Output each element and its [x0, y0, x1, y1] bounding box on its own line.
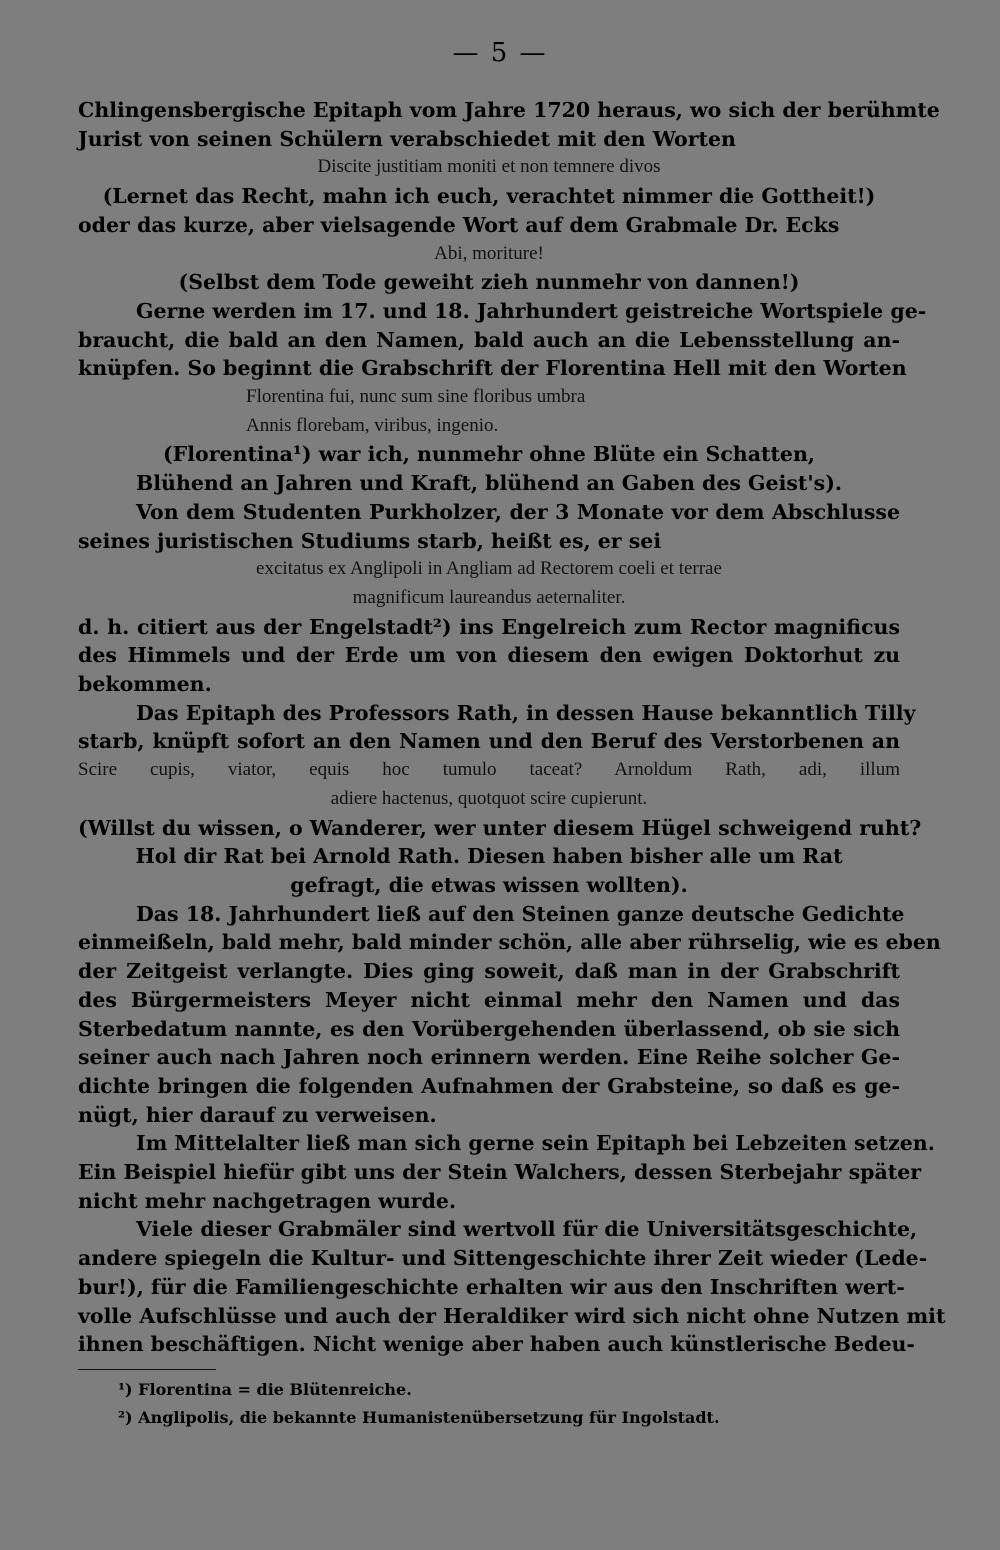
latin-quote: adiere hactenus, quotquot scire cupierunt.	[330, 787, 648, 809]
latin-quote: magnificum laureandus aeternaliter.	[352, 586, 626, 608]
paragraph	[78, 699, 916, 756]
latin-quote: Florentina fui, nunc sum sine floribus umbra	[246, 386, 586, 408]
latin-quote: excitatus ex Anglipoli in Angliam ad Rectorem coeli et terrae	[256, 558, 722, 580]
text-line: Das Epitaph des Professors Rath, in dessen Hause bekanntlich Tilly	[136, 700, 916, 725]
text-line: Gerne werden im 17. und 18. Jahrhundert geistreiche Wortspiele ge-	[136, 298, 927, 323]
text-line: knüpfen. So beginnt die Grabschrift der Florentina Hell mit den Worten	[78, 356, 907, 381]
paragraph	[78, 297, 927, 383]
page-number: — 5 —	[452, 38, 548, 68]
translation-line: (Selbst dem Tode geweiht zieh nunmehr von dannen!)	[178, 270, 800, 295]
text-line: ihnen beschäftigen. Nicht wenige aber haben auch künstlerische Bedeu-	[78, 1332, 915, 1357]
text-line: des Bürgermeisters Meyer nicht einmal mehr den Namen und das	[78, 987, 900, 1012]
footnotes	[118, 1376, 720, 1432]
paragraph	[78, 96, 940, 153]
latin-quote: Scire cupis, viator, equis hoc tumulo taceat? Arnoldum Rath, adi, illum	[78, 759, 900, 781]
paragraph	[78, 211, 900, 240]
text-line: braucht, die bald an den Namen, bald auch an die Lebensstellung an-	[78, 327, 900, 352]
text-line: Im Mittelalter ließ man sich gerne sein Epitaph bei Lebzeiten setzen.	[136, 1131, 935, 1156]
translation-line: gefragt, die etwas wissen wollten).	[290, 872, 688, 897]
text-line: Chlingensbergische Epitaph vom Jahre 1720 heraus, wo sich der berühmte	[78, 98, 940, 122]
footnote-divider	[78, 1369, 216, 1370]
text-line: Ein Beispiel hiefür gibt uns der Stein Walchers, dessen Sterbejahr später	[78, 1160, 922, 1185]
text-line: der Zeitgeist verlangte. Dies ging soweit, daß man in der Grabschrift	[78, 959, 900, 984]
text-line: nicht mehr nachgetragen wurde.	[78, 1188, 457, 1213]
text-line: starb, knüpft sofort an den Namen und den Beruf des Verstorbenen an	[78, 729, 900, 754]
translation-line: (Florentina¹) war ich, nunmehr ohne Blüte ein Schatten,	[162, 442, 816, 467]
text-line: dichte bringen die folgenden Aufnahmen der Grabsteine, so daß es ge-	[78, 1073, 900, 1098]
footnote: ¹) Florentina = die Blütenreiche.	[118, 1380, 412, 1399]
text-line: einmeißeln, bald mehr, bald minder schön, alle aber rührselig, wie es eben	[78, 930, 941, 955]
translation-line: Blühend an Jahren und Kraft, blühend an Gaben des Geist's).	[135, 471, 843, 496]
translation-line: (Willst du wissen, o Wanderer, wer unter diesem Hügel schweigend ruht?	[78, 815, 922, 840]
text-line: seines juristischen Studiums starb, heißt es, er sei	[78, 528, 662, 553]
text-line: Jurist von seinen Schülern verabschiedet mit den Worten	[78, 126, 736, 151]
text-line: bekommen.	[78, 672, 212, 697]
paragraph	[78, 613, 900, 699]
text-line: Das 18. Jahrhundert ließ auf den Steinen ganze deutsche Gedichte	[136, 901, 905, 926]
paragraph	[78, 498, 900, 555]
paragraph	[78, 814, 922, 843]
paragraph	[78, 1215, 946, 1359]
text-line: bur!), für die Familiengeschichte erhalten wir aus den Inschriften wert-	[78, 1274, 905, 1299]
text-line: oder das kurze, aber vielsagende Wort auf dem Grabmale Dr. Ecks	[78, 212, 840, 237]
translation-line: Hol dir Rat bei Arnold Rath. Diesen haben bisher alle um Rat	[135, 844, 843, 869]
latin-quote: Annis florebam, viribus, ingenio.	[246, 414, 499, 436]
paragraph	[78, 1129, 935, 1215]
text-line: Sterbedatum nannte, es den Vorübergehenden überlassend, ob sie sich	[78, 1016, 900, 1041]
latin-quote: Abi, moriture!	[434, 242, 544, 264]
text-line: Viele dieser Grabmäler sind wertvoll für die Universitätsgeschichte,	[136, 1217, 918, 1242]
text-line: andere spiegeln die Kultur- und Sittengeschichte ihrer Zeit wieder (Lede-	[78, 1246, 928, 1271]
text-line: nügt, hier darauf zu verweisen.	[78, 1102, 437, 1127]
latin-quote: Discite justitiam moniti et non temnere divos	[317, 156, 661, 178]
translation-line: (Lernet das Recht, mahn ich euch, verachtet nimmer die Gottheit!)	[102, 184, 876, 209]
text-line: Von dem Studenten Purkholzer, der 3 Monate vor dem Abschlusse	[136, 499, 900, 524]
body-text	[78, 96, 946, 1359]
text-line: volle Aufschlüsse und auch der Heraldiker wird sich nicht ohne Nutzen mit	[78, 1303, 946, 1328]
text-line: seiner auch nach Jahren noch erinnern werden. Eine Reihe solcher Ge-	[78, 1045, 900, 1070]
text-line: d. h. citiert aus der Engelstadt²) ins Engelreich zum Rector magnificus	[78, 614, 900, 639]
footnote: ²) Anglipolis, die bekannte Humanistenübersetzung für Ingolstadt.	[118, 1408, 720, 1427]
text-line: des Himmels und der Erde um von diesem den ewigen Doktorhut zu	[78, 643, 900, 668]
paragraph	[78, 900, 941, 1130]
